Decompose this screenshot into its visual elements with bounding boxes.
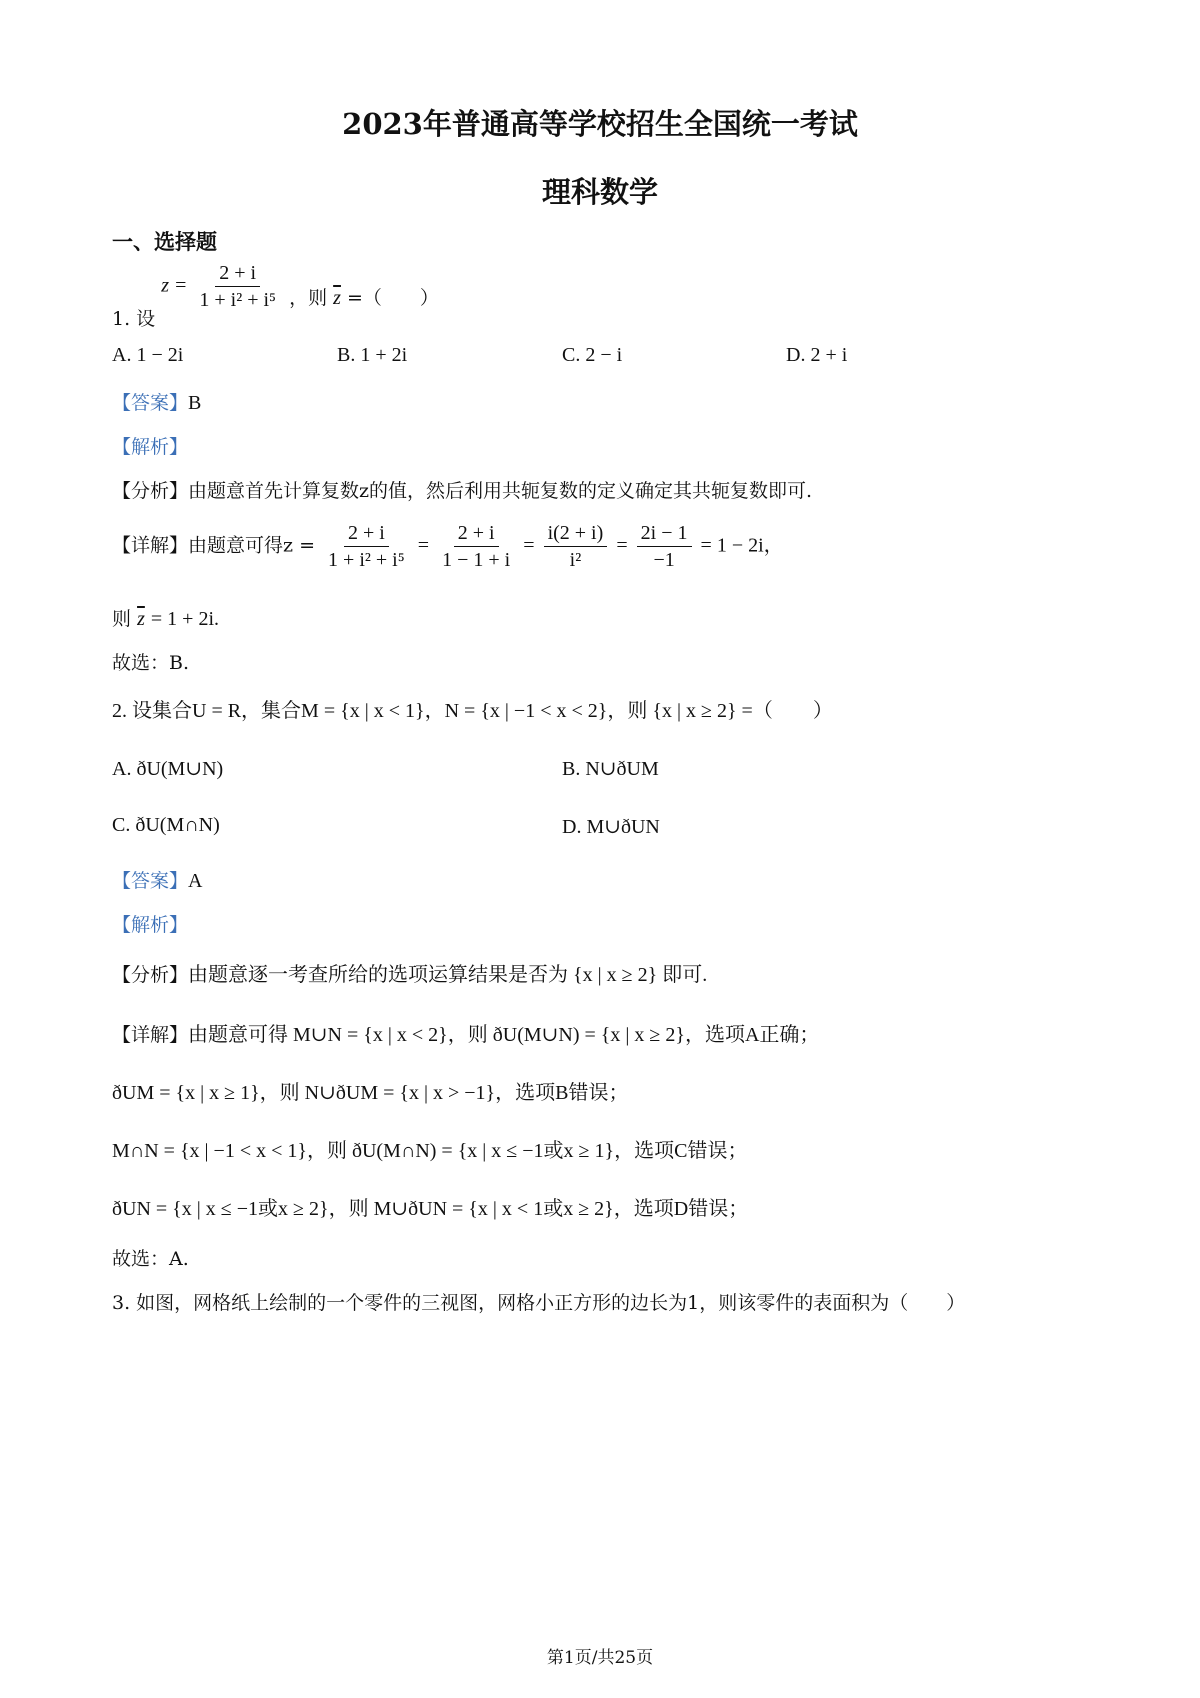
q1-stem <box>112 262 439 330</box>
q2-answer <box>112 866 202 893</box>
q1-paren: =（ ） <box>346 286 439 309</box>
q1-answer-value: B <box>188 392 202 414</box>
q1-zbar: $\overline{z}$ <box>333 286 341 309</box>
q2-detail-4: ðUN = {x | x ≤ −1或x ≥ 2}，则 M∪ðUN = {x | x < 1或x ≥ 2}，选项D错误； <box>112 1198 749 1220</box>
q2-option-a[interactable]: A. ðU(M∪N) <box>112 758 224 780</box>
q1-detail-frac3 <box>544 522 608 571</box>
q1-detail-frac1 <box>324 522 409 571</box>
answer-label: 【答案】 <box>112 392 189 414</box>
q2-detail-3: M∩N = {x | −1 < x < 1}，则 ðU(M∩N) = {x | x ≤ −1或x ≥ 1}，选项C错误； <box>112 1140 748 1162</box>
q1-detail: 【详解】由题意可得z = $\frac{2 + i}{\text{1 + i² + i⁵}}$ = $\frac{2 + i}{1 - 1 + i}$ = $\frac{i(2 + i)}{\text{i²}}$ = $\frac{2i - 1}{-1}$ = 1 − 2i， <box>112 522 784 571</box>
q1-f4-num: 2i − 1 <box>637 522 692 547</box>
q2-stem: 2. 设集合U = R，集合M = {x | x < 1}，N = {x | −1 < x < 2}，则 {x | x ≥ 2} =（ ） <box>112 700 833 722</box>
q1-option-a[interactable]: A. 1 − 2i <box>112 344 184 366</box>
q1-detail-tail: = 1 − 2i， <box>700 534 784 557</box>
q1-option-d[interactable]: D. 2 + i <box>786 344 848 366</box>
q1-z: z <box>161 274 170 297</box>
q1-option-b[interactable]: B. 1 + 2i <box>337 344 408 366</box>
q2-option-d[interactable]: D. M∪ðUN <box>562 816 660 838</box>
q2-d1-text: 由题意可得 M∪N = {x | x < 2}，则 ðU(M∪N) = {x | x ≥ 2}，选项A正确； <box>188 1024 820 1046</box>
q1-f4-den: −1 <box>653 549 675 571</box>
q1-then: 则 <box>112 608 132 630</box>
q1-fraction <box>195 262 280 311</box>
q2-option-c[interactable]: C. ðU(M∩N) <box>112 814 220 836</box>
q1-f1-den: 1 + i² + i⁵ <box>328 549 405 571</box>
section-heading: 一、选择题 <box>112 229 217 254</box>
xiangjie-label: 【详解】 <box>112 534 189 557</box>
q2-analysis-label: 【解析】 <box>112 914 189 936</box>
q1-f2-den: 1 − 1 + i <box>442 549 511 571</box>
q1-fenxi <box>112 476 812 503</box>
q1-number: 1. 设 <box>112 307 156 330</box>
q2-fenxi-text: 由题意逐一考查所给的选项运算结果是否为 {x | x ≥ 2} 即可. <box>188 964 708 986</box>
fenxi-label: 【分析】 <box>112 964 189 986</box>
q1-f1-num: 2 + i <box>344 522 389 547</box>
q1-detail-lead: 由题意可得z = <box>188 534 315 557</box>
q1-conj <box>112 604 219 631</box>
q2-answer-value: A <box>188 870 203 892</box>
q1-answer <box>112 388 201 415</box>
q1-detail-frac4 <box>637 522 692 571</box>
q1-then-zbar: $\overline{z}$ <box>137 608 145 630</box>
q1-then-value: = 1 + 2i. <box>150 608 220 630</box>
q1-option-c[interactable]: C. 2 − i <box>562 344 623 366</box>
q1-choose: 故选：B. <box>112 652 190 674</box>
q1-analysis-label: 【解析】 <box>112 436 189 458</box>
page-footer: 第1页/共25页 <box>546 1648 654 1668</box>
q2-choose: 故选：A. <box>112 1248 189 1270</box>
q1-detail-frac2 <box>438 522 514 571</box>
q1-tail: ，则 <box>289 286 328 309</box>
xiangjie-label: 【详解】 <box>112 1024 189 1046</box>
fenxi-label: 【分析】 <box>112 480 189 502</box>
q1-numerator: 2 + i <box>215 262 260 287</box>
q2-detail-2: ðUM = {x | x ≥ 1}，则 N∪ðUM = {x | x > −1}，选项B错误； <box>112 1082 629 1104</box>
q2-option-b[interactable]: B. N∪ðUM <box>562 758 659 780</box>
q1-fenxi-text: 由题意首先计算复数z的值，然后利用共轭复数的定义确定其共轭复数即可. <box>188 480 813 502</box>
answer-label: 【答案】 <box>112 870 189 892</box>
exam-subtitle: 理科数学 <box>541 175 658 209</box>
q1-f3-den: i² <box>569 549 582 571</box>
q2-fenxi <box>112 958 707 987</box>
q1-f3-num: i(2 + i) <box>544 522 608 547</box>
q2-detail-1 <box>112 1018 819 1047</box>
q1-denominator: 1 + i² + i⁵ <box>199 289 277 311</box>
q1-eq: = <box>175 274 187 297</box>
exam-title: 2023年普通高等学校招生全国统一考试 <box>342 107 858 141</box>
q3-stem: 3. 如图，网格纸上绘制的一个零件的三视图，网格小正方形的边长为1，则该零件的表面积为（ ） <box>112 1292 966 1314</box>
q1-f2-num: 2 + i <box>454 522 499 547</box>
